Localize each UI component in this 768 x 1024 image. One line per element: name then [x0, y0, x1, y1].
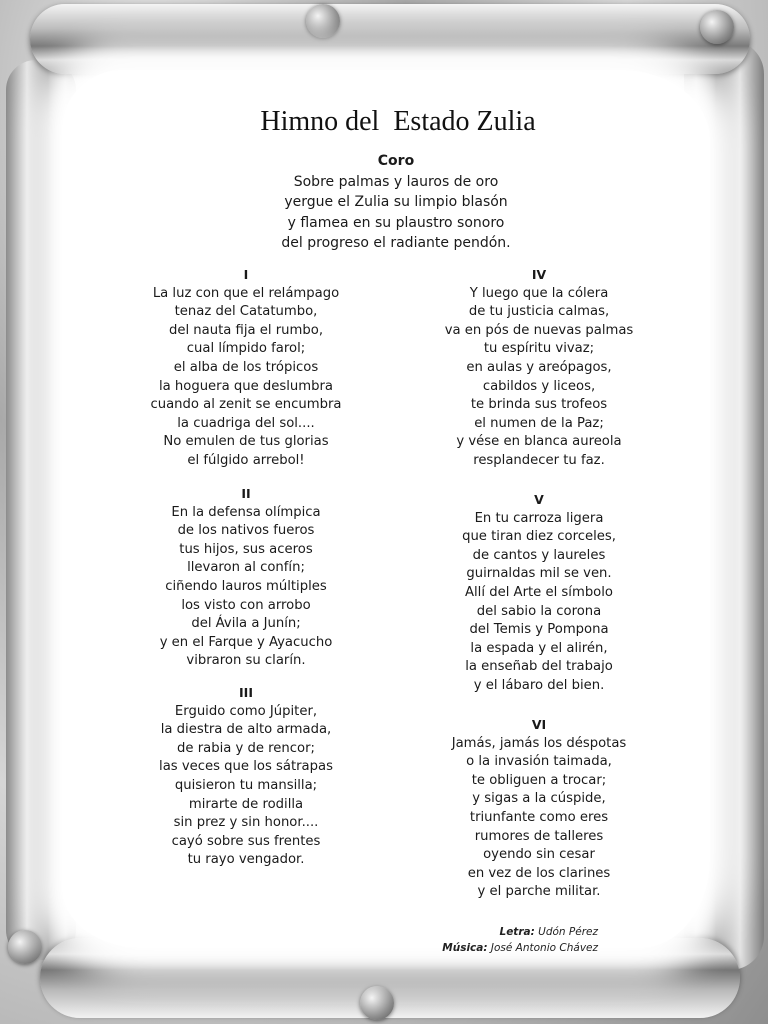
- verse-line: Y luego que la cólera: [469, 285, 609, 301]
- stanza-6: [414, 716, 664, 902]
- verse-line: en vez de los clarines: [467, 865, 611, 881]
- verse-line: el fúlgido arrebol!: [187, 452, 305, 468]
- verse-line: ciñendo lauros múltiples: [165, 578, 327, 594]
- verse-line: te obliguen a trocar;: [471, 772, 607, 788]
- verse-line: de rabia y de rencor;: [177, 740, 315, 756]
- verse-line: del nauta fija el rumbo,: [168, 322, 324, 338]
- verse-line: Allí del Arte el símbolo: [465, 584, 613, 600]
- stanza-heading: II: [241, 486, 251, 501]
- verse-line: del sabio la corona: [476, 603, 602, 619]
- verse-line: del progreso el radiante pendón.: [281, 235, 511, 252]
- verse-line: la diestra de alto armada,: [160, 722, 332, 738]
- stanza-2: [120, 485, 372, 671]
- verse-line: En la defensa olímpica: [171, 504, 321, 520]
- verse-line: la hoguera que deslumbra: [158, 378, 334, 394]
- verse-line: Jamás, jamás los déspotas: [451, 735, 627, 751]
- verse-line: sin prez y sin honor....: [173, 815, 319, 831]
- verse-line: La luz con que el relámpago: [152, 285, 340, 301]
- scroll-knob-icon: [8, 930, 42, 964]
- verse-line: mirarte de rodilla: [188, 796, 304, 812]
- stanza-heading: III: [239, 685, 253, 700]
- verse-line: de los nativos fueros: [177, 523, 315, 539]
- credit-letra: [442, 924, 598, 940]
- verse-line: y vése en blanca aureola: [456, 434, 622, 450]
- verse-line: tu espíritu vivaz;: [483, 341, 595, 357]
- stanza-heading: Coro: [377, 153, 415, 169]
- verse-line: En tu carroza ligera: [474, 510, 604, 526]
- verse-line: cayó sobre sus frentes: [171, 833, 321, 849]
- verse-line: cabildos y liceos,: [482, 378, 596, 394]
- verse-line: la enseñab del trabajo: [465, 659, 613, 675]
- verse-line: yergue el Zulia su limpio blasón: [284, 194, 508, 211]
- stanza-heading: I: [243, 267, 249, 282]
- verse-line: y en el Farque y Ayacucho: [159, 634, 333, 650]
- verse-line: triunfante como eres: [469, 809, 609, 825]
- verse-line: cual límpido farol;: [186, 341, 306, 357]
- verse-line: y el lábaro del bien.: [473, 677, 605, 693]
- verse-line: te brinda sus trofeos: [470, 397, 608, 413]
- credit-musica-label: Música:: [442, 942, 488, 954]
- stanza-3: [120, 684, 372, 870]
- scroll-top-roll: [30, 4, 750, 74]
- verse-line: o la invasión taimada,: [466, 754, 612, 770]
- verse-line: de cantos y laureles: [472, 547, 606, 563]
- credit-musica-value: José Antonio Chávez: [490, 942, 598, 954]
- verse-line: la espada y el alirén,: [470, 640, 608, 656]
- verse-line: los visto con arrobo: [181, 597, 311, 613]
- verse-line: No emulen de tus glorias: [163, 434, 329, 450]
- stanza-1: [120, 266, 372, 471]
- verse-line: Sobre palmas y lauros de oro: [293, 173, 499, 190]
- credit-musica: [442, 940, 598, 956]
- verse-line: cuando al zenit se encumbra: [150, 397, 342, 413]
- scroll-knob-icon: [360, 986, 394, 1020]
- verse-line: la cuadriga del sol....: [177, 415, 315, 431]
- stanza-4: [414, 266, 664, 471]
- verse-line: de tu justicia calmas,: [468, 304, 610, 320]
- verse-line: y sigas a la cúspide,: [472, 791, 606, 807]
- verse-line: va en pós de nuevas palmas: [444, 322, 634, 338]
- verse-line: las veces que los sátrapas: [159, 759, 333, 775]
- stanza-heading: VI: [531, 717, 547, 732]
- stanza-heading: IV: [531, 267, 547, 282]
- verse-line: el numen de la Paz;: [474, 415, 604, 431]
- verse-line: llevaron al confín;: [187, 560, 305, 576]
- verse-line: tu rayo vengador.: [187, 852, 305, 868]
- verse-line: quisieron tu mansilla;: [174, 777, 318, 793]
- verse-line: del Ávila a Junín;: [191, 616, 301, 632]
- verse-line: el alba de los trópicos: [173, 359, 319, 375]
- stanza-5: [414, 491, 664, 696]
- verse-line: Erguido como Júpiter,: [174, 703, 318, 719]
- scroll-knob-icon: [306, 4, 340, 38]
- scroll-knob-icon: [700, 10, 734, 44]
- verse-line: tus hijos, sus aceros: [179, 541, 313, 557]
- stanza-coro: [200, 151, 592, 254]
- verse-line: rumores de talleres: [474, 828, 604, 844]
- verse-line: en aulas y areópagos,: [466, 359, 612, 375]
- page-title: Himno del Estado Zulia: [260, 106, 536, 137]
- verse-line: y flamea en su plaustro sonoro: [287, 214, 505, 231]
- verse-line: tenaz del Catatumbo,: [174, 304, 318, 320]
- credit-letra-value: Udón Pérez: [538, 926, 598, 938]
- credits: [442, 924, 598, 956]
- verse-line: resplandecer tu faz.: [473, 452, 605, 468]
- verse-line: y el parche militar.: [477, 884, 601, 900]
- credit-letra-label: Letra:: [499, 926, 535, 938]
- verse-line: vibraron su clarín.: [186, 653, 306, 669]
- verse-line: que tiran diez corceles,: [462, 529, 616, 545]
- verse-line: del Temis y Pompona: [469, 622, 609, 638]
- verse-line: oyendo sin cesar: [483, 847, 595, 863]
- verse-line: guirnaldas mil se ven.: [466, 566, 612, 582]
- stanza-heading: V: [534, 492, 544, 507]
